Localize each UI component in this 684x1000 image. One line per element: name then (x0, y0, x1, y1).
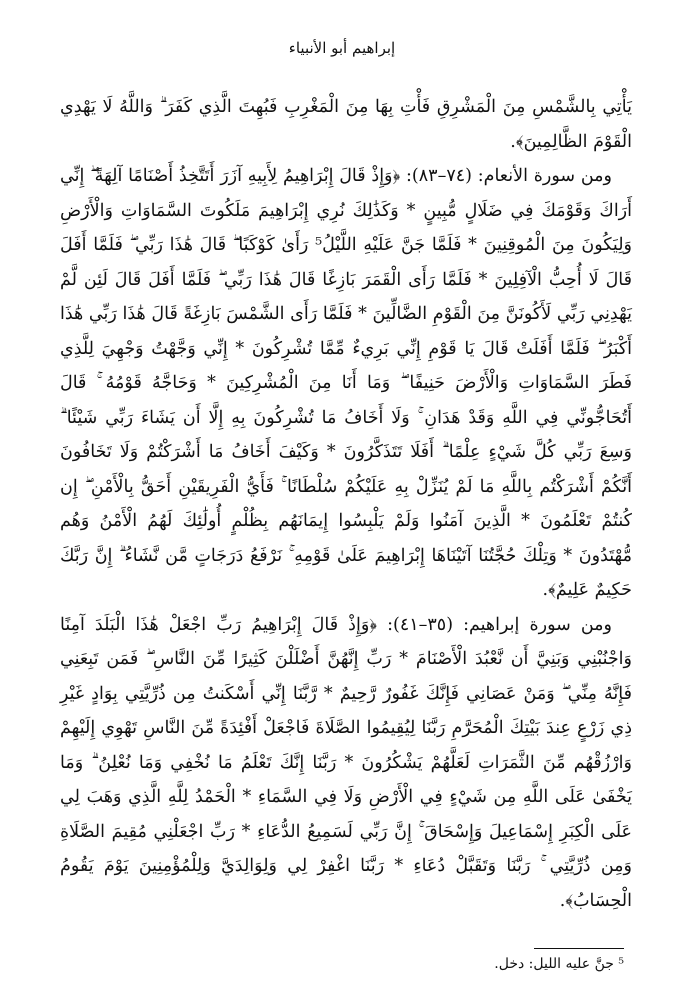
paragraph-surah-ibrahim: ومن سورة إبراهيم: (٣٥–٤١): ﴿وَإِذْ قَالَ إِبْرَاهِيمُ رَبِّ اجْعَلْ هَٰذَا الْبَلَدَ آمِنًا وَاجْنُبْنِي وَبَنِيَّ أَن نَّعْبُدَ الْأَصْنَامَ * رَبِّ إِنَّهُنَّ أَضْلَلْنَ كَثِيرًا مِّنَ النَّاسِ ۖ فَمَن تَبِعَنِي فَإِنَّهُ مِنِّي ۖ وَمَنْ عَصَانِي فَإِنَّكَ غَفُورٌ رَّحِيمٌ * رَّبَّنَا إِنِّي أَسْكَنتُ مِن ذُرِّيَّتِي بِوَادٍ غَيْرِ ذِي زَرْعٍ عِندَ بَيْتِكَ الْمُحَرَّمِ رَبَّنَا لِيُقِيمُوا الصَّلَاةَ فَاجْعَلْ أَفْئِدَةً مِّنَ النَّاسِ تَهْوِي إِلَيْهِمْ وَارْزُقْهُم مِّنَ الثَّمَرَاتِ لَعَلَّهُمْ يَشْكُرُونَ * رَبَّنَا إِنَّكَ تَعْلَمُ مَا نُخْفِي وَمَا نُعْلِنُ ۗ وَمَا يَخْفَىٰ عَلَى اللَّهِ مِن شَيْءٍ فِي الْأَرْضِ وَلَا فِي السَّمَاءِ * الْحَمْدُ لِلَّهِ الَّذِي وَهَبَ لِي عَلَى الْكِبَرِ إِسْمَاعِيلَ وَإِسْحَاقَ ۚ إِنَّ رَبِّي لَسَمِيعُ الدُّعَاءِ * رَبِّ اجْعَلْنِي مُقِيمَ الصَّلَاةِ وَمِن ذُرِّيَّتِي ۚ رَبَّنَا وَتَقَبَّلْ دُعَاءِ * رَبَّنَا اغْفِرْ لِي وَلِوَالِدَيَّ وَلِلْمُؤْمِنِينَ يَوْمَ يَقُومُ الْحِسَابُ﴾. (60, 614, 632, 911)
running-header: إبراهيم أبو الأنبياء (288, 39, 396, 57)
footnote: ⁵ جنَّ عليه الليل: دخل. (494, 956, 624, 972)
footnote-divider (534, 948, 624, 949)
paragraph-continuation: يَأْتِي بِالشَّمْسِ مِنَ الْمَشْرِقِ فَأْتِ بِهَا مِنَ الْمَغْرِبِ فَبُهِتَ الَّذِي كَفَرَ ۗ وَاللَّهُ لَا يَهْدِي الْقَوْمَ الظَّالِمِينَ﴾. (60, 97, 632, 152)
body-text (60, 90, 632, 918)
paragraph-surah-al-anam: ومن سورة الأنعام: (٧٤–٨٣): ﴿وَإِذْ قَالَ إِبْرَاهِيمُ لِأَبِيهِ آزَرَ أَتَتَّخِذُ أَصْنَامًا آلِهَةً ۖ إِنِّي أَرَاكَ وَقَوْمَكَ فِي ضَلَالٍ مُّبِينٍ * وَكَذَٰلِكَ نُرِي إِبْرَاهِيمَ مَلَكُوتَ السَّمَاوَاتِ وَالْأَرْضِ وَلِيَكُونَ مِنَ الْمُوقِنِينَ * فَلَمَّا جَنَّ عَلَيْهِ اللَّيْلُ⁵ رَأَىٰ كَوْكَبًا ۖ قَالَ هَٰذَا رَبِّي ۖ فَلَمَّا أَفَلَ قَالَ لَا أُحِبُّ الْآفِلِينَ * فَلَمَّا رَأَى الْقَمَرَ بَازِغًا قَالَ هَٰذَا رَبِّي ۖ فَلَمَّا أَفَلَ قَالَ لَئِن لَّمْ يَهْدِنِي رَبِّي لَأَكُونَنَّ مِنَ الْقَوْمِ الضَّالِّينَ * فَلَمَّا رَأَى الشَّمْسَ بَازِغَةً قَالَ هَٰذَا رَبِّي هَٰذَا أَكْبَرُ ۖ فَلَمَّا أَفَلَتْ قَالَ يَا قَوْمِ إِنِّي بَرِيءٌ مِّمَّا تُشْرِكُونَ * إِنِّي وَجَّهْتُ وَجْهِيَ لِلَّذِي فَطَرَ السَّمَاوَاتِ وَالْأَرْضَ حَنِيفًا ۖ وَمَا أَنَا مِنَ الْمُشْرِكِينَ * وَحَاجَّهُ قَوْمُهُ ۚ قَالَ أَتُحَاجُّونِّي فِي اللَّهِ وَقَدْ هَدَانِ ۚ وَلَا أَخَافُ مَا تُشْرِكُونَ بِهِ إِلَّا أَن يَشَاءَ رَبِّي شَيْئًا ۗ وَسِعَ رَبِّي كُلَّ شَيْءٍ عِلْمًا ۗ أَفَلَا تَتَذَكَّرُونَ * وَكَيْفَ أَخَافُ مَا أَشْرَكْتُمْ وَلَا تَخَافُونَ أَنَّكُمْ أَشْرَكْتُم بِاللَّهِ مَا لَمْ يُنَزِّلْ بِهِ عَلَيْكُمْ سُلْطَانًا ۚ فَأَيُّ الْفَرِيقَيْنِ أَحَقُّ بِالْأَمْنِ ۖ إِن كُنتُمْ تَعْلَمُونَ * الَّذِينَ آمَنُوا وَلَمْ يَلْبِسُوا إِيمَانَهُم بِظُلْمٍ أُولَٰئِكَ لَهُمُ الْأَمْنُ وَهُم مُّهْتَدُونَ * وَتِلْكَ حُجَّتُنَا آتَيْنَاهَا إِبْرَاهِيمَ عَلَىٰ قَوْمِهِ ۚ نَرْفَعُ دَرَجَاتٍ مَّن نَّشَاءُ ۗ إِنَّ رَبَّكَ حَكِيمٌ عَلِيمٌ﴾. (60, 166, 632, 600)
